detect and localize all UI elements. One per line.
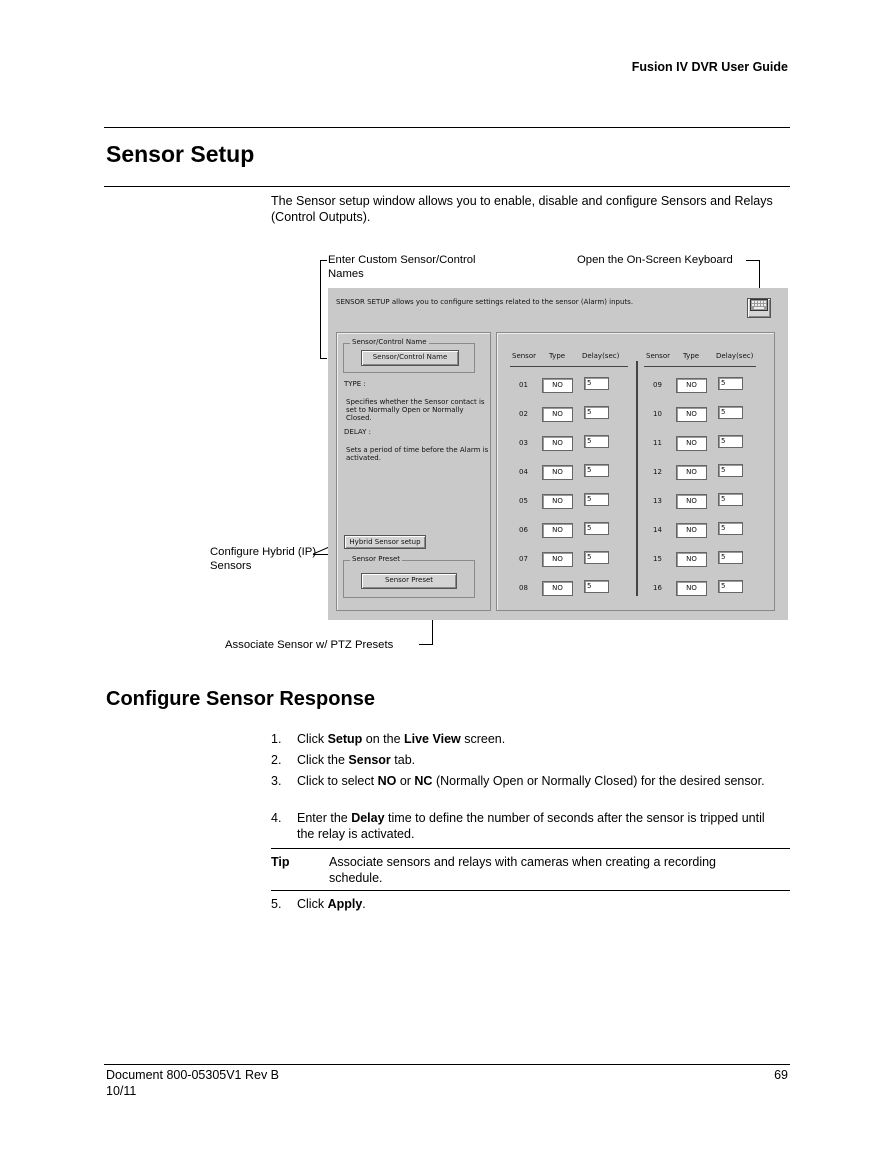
sensor-delay-field[interactable]: 5 xyxy=(584,522,609,535)
step-text: Enter the Delay time to define the number of seconds after the sensor is tripped until the relay is activated. xyxy=(297,811,765,841)
callout-ptz: Associate Sensor w/ PTZ Presets xyxy=(225,639,394,651)
sensor-delay-field[interactable]: 5 xyxy=(718,464,743,477)
final-step-number: 5. xyxy=(271,897,282,911)
sensor-number: 06 xyxy=(519,526,528,534)
step-text: Click to select NO or NC (Normally Open or Normally Closed) for the desired sensor. xyxy=(297,774,765,788)
sensor-type-field[interactable]: NO xyxy=(676,552,707,567)
tip-text: Associate sensors and relays with cameras when creating a recording schedule. xyxy=(329,855,716,885)
sensor-number: 01 xyxy=(519,381,528,389)
preset-group-title: Sensor Preset xyxy=(352,555,401,563)
title-rule xyxy=(104,186,790,187)
sensor-type-field[interactable]: NO xyxy=(676,378,707,393)
tip-box xyxy=(271,848,790,891)
sensor-delay-field[interactable]: 5 xyxy=(584,406,609,419)
col-delay-right: Delay(sec) xyxy=(716,352,754,360)
footer-document: Document 800-05305V1 Rev B xyxy=(106,1068,280,1082)
step-text: Click Setup on the Live View screen. xyxy=(297,732,506,746)
sensor-number: 07 xyxy=(519,555,528,563)
sensor-setup-window xyxy=(328,288,788,620)
sensor-delay-field[interactable]: 5 xyxy=(718,435,743,448)
sensor-delay-field[interactable]: 5 xyxy=(584,551,609,564)
sensor-delay-field[interactable]: 5 xyxy=(718,406,743,419)
section-title: Sensor Setup xyxy=(106,141,255,167)
type-heading: TYPE : xyxy=(344,380,366,388)
sensor-number: 05 xyxy=(519,497,528,505)
step-number: 2. xyxy=(271,753,282,767)
col-type-left: Type xyxy=(549,352,566,360)
sensor-number: 02 xyxy=(519,410,528,418)
top-rule xyxy=(104,127,790,128)
sensor-delay-field[interactable]: 5 xyxy=(584,377,609,390)
window-description: SENSOR SETUP allows you to configure settings related to the sensor (Alarm) inputs. xyxy=(336,298,634,306)
left-panel xyxy=(336,332,491,611)
sensor-type-field[interactable]: NO xyxy=(676,494,707,509)
sensor-number: 09 xyxy=(653,381,662,389)
sensor-number: 13 xyxy=(653,497,662,505)
sensor-preset-button[interactable]: Sensor Preset xyxy=(361,573,457,589)
callout-custom-names: Enter Custom Sensor/Control Names xyxy=(328,254,476,280)
sensor-number: 11 xyxy=(653,439,662,447)
sensor-delay-field[interactable]: 5 xyxy=(718,551,743,564)
col-sensor-left: Sensor xyxy=(512,352,536,360)
column-divider xyxy=(636,361,638,596)
sensor-type-field[interactable]: NO xyxy=(676,407,707,422)
leader-custom-names xyxy=(320,260,327,359)
running-header: Fusion IV DVR User Guide xyxy=(631,60,788,74)
step-text: Click the Sensor tab. xyxy=(297,753,416,767)
sensor-delay-field[interactable]: 5 xyxy=(584,580,609,593)
delay-heading: DELAY : xyxy=(344,428,371,436)
sensor-delay-field[interactable]: 5 xyxy=(584,464,609,477)
sensor-number: 04 xyxy=(519,468,528,476)
step-number: 4. xyxy=(271,811,282,825)
hybrid-sensor-setup-button[interactable]: Hybrid Sensor setup xyxy=(344,535,426,549)
sensor-type-field[interactable]: NO xyxy=(676,581,707,596)
col-delay-left: Delay(sec) xyxy=(582,352,620,360)
header-underline-left xyxy=(510,366,628,367)
sensor-number: 08 xyxy=(519,584,528,592)
sensor-delay-field[interactable]: 5 xyxy=(584,435,609,448)
keyboard-icon[interactable] xyxy=(747,298,771,318)
sensor-type-field[interactable]: NO xyxy=(676,523,707,538)
sensor-type-field[interactable]: NO xyxy=(542,407,573,422)
sensor-number: 15 xyxy=(653,555,662,563)
final-step-text: Click Apply. xyxy=(297,897,366,911)
step-number: 1. xyxy=(271,732,282,746)
callout-keyboard: Open the On-Screen Keyboard xyxy=(577,254,733,266)
footer-page: 69 xyxy=(774,1068,788,1082)
sensor-delay-field[interactable]: 5 xyxy=(718,580,743,593)
right-panel xyxy=(496,332,775,611)
col-type-right: Type xyxy=(683,352,700,360)
configure-title: Configure Sensor Response xyxy=(106,688,375,710)
name-group xyxy=(343,338,475,373)
col-sensor-right: Sensor xyxy=(646,352,670,360)
sensor-number: 14 xyxy=(653,526,662,534)
step-number: 3. xyxy=(271,774,282,788)
sensor-type-field[interactable]: NO xyxy=(542,436,573,451)
header-underline-right xyxy=(644,366,756,367)
footer-rule xyxy=(104,1064,790,1065)
sensor-number: 12 xyxy=(653,468,662,476)
sensor-number: 10 xyxy=(653,410,662,418)
preset-group xyxy=(343,555,475,598)
sensor-type-field[interactable]: NO xyxy=(542,378,573,393)
tip-label: Tip xyxy=(271,855,290,869)
sensor-delay-field[interactable]: 5 xyxy=(584,493,609,506)
sensor-number: 16 xyxy=(653,584,662,592)
type-text: Specifies whether the Sensor contact is set to Normally Open or Normally Closed. xyxy=(346,398,485,422)
sensor-type-field[interactable]: NO xyxy=(542,552,573,567)
sensor-type-field[interactable]: NO xyxy=(542,581,573,596)
footer-date: 10/11 xyxy=(106,1084,137,1098)
sensor-type-field[interactable]: NO xyxy=(542,494,573,509)
sensor-delay-field[interactable]: 5 xyxy=(718,522,743,535)
sensor-control-name-button[interactable]: Sensor/Control Name xyxy=(361,350,459,366)
sensor-number: 03 xyxy=(519,439,528,447)
delay-text: Sets a period of time before the Alarm is activated. xyxy=(346,446,489,462)
sensor-type-field[interactable]: NO xyxy=(542,465,573,480)
sensor-type-field[interactable]: NO xyxy=(676,465,707,480)
sensor-type-field[interactable]: NO xyxy=(676,436,707,451)
sensor-delay-field[interactable]: 5 xyxy=(718,377,743,390)
name-group-title: Sensor/Control Name xyxy=(352,338,427,346)
sensor-delay-field[interactable]: 5 xyxy=(718,493,743,506)
sensor-type-field[interactable]: NO xyxy=(542,523,573,538)
callout-hybrid: Configure Hybrid (IP) Sensors xyxy=(210,546,317,572)
intro-paragraph: The Sensor setup window allows you to enable, disable and configure Sensors and Relays (Control Outputs). xyxy=(271,194,773,224)
